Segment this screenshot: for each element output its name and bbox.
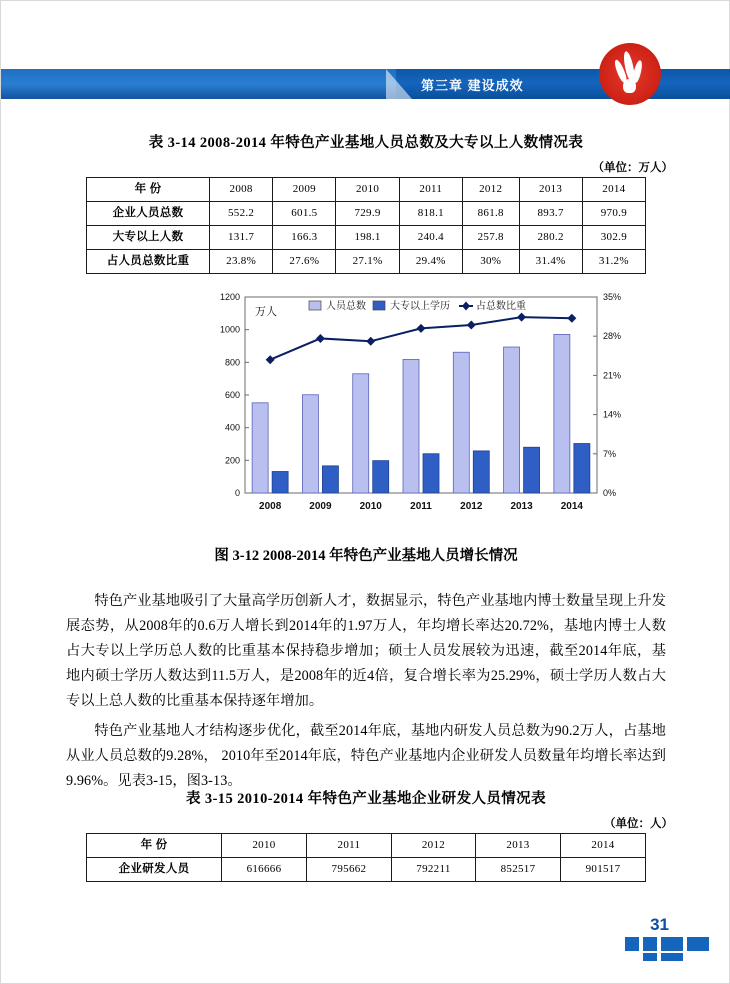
- table-cell: 601.5: [273, 202, 336, 226]
- table-cell: 302.9: [582, 226, 645, 250]
- table-row: [87, 202, 646, 226]
- table-cell: 970.9: [582, 202, 645, 226]
- page-number: 31: [650, 915, 669, 934]
- table-cell: 280.2: [519, 226, 582, 250]
- svg-text:1000: 1000: [219, 324, 240, 335]
- table-cell: 198.1: [336, 226, 399, 250]
- svg-text:400: 400: [224, 422, 240, 433]
- table-header-cell: 2009: [273, 178, 336, 202]
- table-header-cell: 2011: [399, 178, 462, 202]
- table-3-15-caption: 表 3-15 2010-2014 年特色产业基地企业研发人员情况表: [186, 791, 546, 807]
- table-cell: 792211: [391, 858, 475, 882]
- table-header-row: [87, 178, 646, 202]
- table-3-14-caption: 表 3-14 2008-2014 年特色产业基地人员总数及大专以上人数情况表: [148, 135, 584, 151]
- table-cell: 131.7: [210, 226, 273, 250]
- table-3-14-unit: （单位：万人）: [592, 162, 673, 174]
- svg-text:万人: 万人: [255, 306, 277, 318]
- table-header-row: [87, 834, 646, 858]
- table-cell: 893.7: [519, 202, 582, 226]
- table-cell: 27.6%: [273, 250, 336, 274]
- table-header-cell: 2012: [391, 834, 475, 858]
- table-header-cell: 2008: [210, 178, 273, 202]
- svg-text:35%: 35%: [603, 292, 622, 302]
- svg-text:2008: 2008: [259, 501, 282, 512]
- table-header-cell: 2010: [336, 178, 399, 202]
- chapter-title: 第三章 建设成效: [421, 78, 524, 93]
- table-3-15: [86, 833, 646, 882]
- svg-text:人员总数: 人员总数: [326, 301, 366, 312]
- svg-text:2010: 2010: [359, 501, 382, 512]
- table-cell: 240.4: [399, 226, 462, 250]
- table-cell: 861.8: [462, 202, 519, 226]
- svg-text:1200: 1200: [219, 292, 240, 302]
- body-paragraph-2: 特色产业基地人才结构逐步优化，截至2014年底，基地内研发人员总数为90.2万人，占基地从业人员总数的9.28%， 2010年至2014年底，特色产业基地内企业研发人员数量年均增长率达到9.96%。见表3-15，图3-13。: [66, 723, 666, 789]
- table-cell: 729.9: [336, 202, 399, 226]
- table-cell: 901517: [561, 858, 646, 882]
- header-divider: [386, 69, 412, 99]
- table-header-cell: 2012: [462, 178, 519, 202]
- table-row-label: 企业人员总数: [87, 202, 210, 226]
- table-cell: 616666: [222, 858, 307, 882]
- footer-decoration: [625, 937, 711, 961]
- svg-text:28%: 28%: [603, 331, 622, 342]
- svg-text:2013: 2013: [510, 501, 533, 512]
- table-cell: 30%: [462, 250, 519, 274]
- svg-text:0: 0: [234, 488, 240, 498]
- flame-glyph: [615, 51, 645, 97]
- table-header-cell: 2013: [519, 178, 582, 202]
- table-row: [87, 226, 646, 250]
- chart-svg: [197, 289, 647, 524]
- svg-text:2011: 2011: [410, 501, 432, 512]
- table-header-year: 年 份: [87, 178, 210, 202]
- svg-text:0%: 0%: [603, 488, 617, 498]
- svg-text:占总数比重: 占总数比重: [476, 301, 526, 312]
- table-row-label: 企业研发人员: [87, 858, 222, 882]
- svg-text:600: 600: [224, 390, 240, 400]
- table-header-cell: 2013: [476, 834, 561, 858]
- table-cell: 818.1: [399, 202, 462, 226]
- table-row-label: 占人员总数比重: [87, 250, 210, 274]
- svg-text:800: 800: [224, 357, 240, 368]
- figure-3-12-caption: 图 3-12 2008-2014 年特色产业基地人员增长情况: [214, 548, 518, 564]
- svg-text:7%: 7%: [603, 448, 617, 459]
- table-cell: 852517: [476, 858, 561, 882]
- table-cell: 552.2: [210, 202, 273, 226]
- svg-text:14%: 14%: [603, 409, 622, 420]
- table-cell: 166.3: [273, 226, 336, 250]
- table-cell: 31.4%: [519, 250, 582, 274]
- table-3-15-unit: （单位：人）: [604, 818, 673, 830]
- table-cell: 23.8%: [210, 250, 273, 274]
- table-cell: 27.1%: [336, 250, 399, 274]
- table-cell: 257.8: [462, 226, 519, 250]
- table-header-cell: 2010: [222, 834, 307, 858]
- table-header-cell: 2011: [306, 834, 391, 858]
- table-3-14: [86, 177, 646, 274]
- table-header-cell: 2014: [582, 178, 645, 202]
- table-cell: 795662: [306, 858, 391, 882]
- body-paragraph-1: 特色产业基地吸引了大量高学历创新人才，数据显示，特色产业基地内博士数量呈现上升发展态势，从2008年的0.6万人增长到2014年的1.97万人，年均增长率达20.72%，基地内博士人数占大专以上学历总人数的比重基本保持稳步增加；硕士人员发展较为迅速，截至2014年底，基地内硕士学历人数达到11.5万人，是2008年的近4倍，复合增长率为25.29%，硕士学历人数占大专以上总人数的比重基本保持逐年增加。: [66, 593, 666, 709]
- svg-text:大专以上学历: 大专以上学历: [390, 301, 450, 312]
- table-cell: 29.4%: [399, 250, 462, 274]
- table-header-year: 年 份: [87, 834, 222, 858]
- table-row: [87, 250, 646, 274]
- chart-figure-3-12: [197, 289, 647, 524]
- svg-text:2014: 2014: [560, 501, 583, 512]
- svg-text:2009: 2009: [309, 501, 332, 512]
- svg-text:2012: 2012: [460, 501, 483, 512]
- header-bar-left: [1, 69, 396, 99]
- table-row-label: 大专以上人数: [87, 226, 210, 250]
- table-row: [87, 858, 646, 882]
- flame-emblem-icon: [599, 43, 661, 105]
- table-cell: 31.2%: [582, 250, 645, 274]
- svg-text:200: 200: [224, 455, 240, 466]
- svg-text:21%: 21%: [603, 370, 622, 381]
- table-header-cell: 2014: [561, 834, 646, 858]
